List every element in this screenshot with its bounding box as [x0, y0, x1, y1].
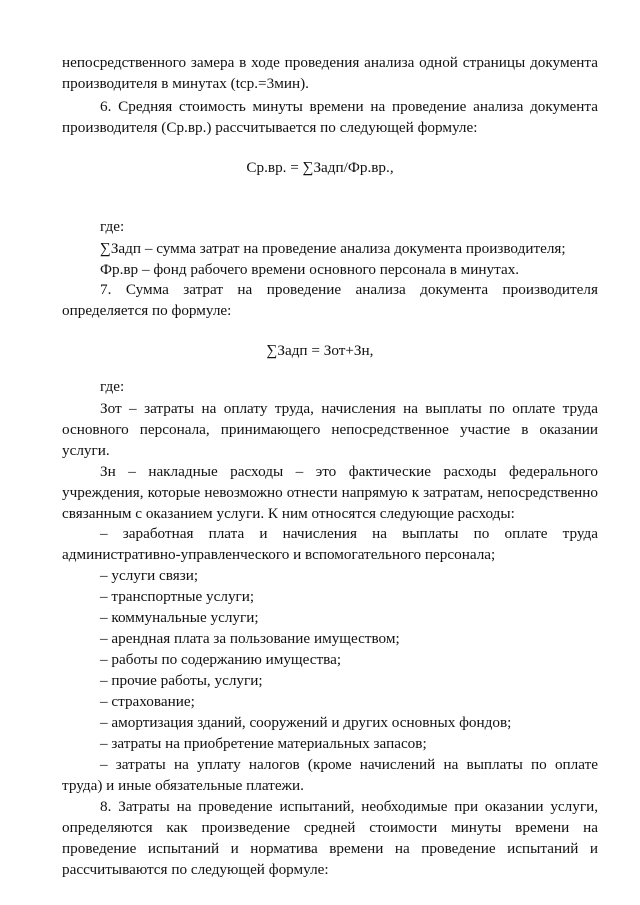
paragraph-8-line: рассчитываются по следующей формуле:: [62, 861, 329, 878]
paragraph-6-line: производителя (Ср.вр.) рассчитывается по следующей формуле:: [62, 119, 478, 136]
list-item: – затраты на уплату налогов (кроме начислений на выплаты по оплате: [100, 756, 598, 773]
paragraph-6-line: 6. Средняя стоимость минуты времени на проведение анализа документа: [100, 98, 598, 115]
formula-total-cost: ∑Задп = Зот+Зн,: [266, 342, 374, 359]
list-item: – заработная плата и начисления на выплаты по оплате труда: [100, 525, 598, 542]
paragraph-8-line: проведение испытаний и норматива времени на проведение испытаний и: [62, 840, 598, 857]
zn-definition-line: учреждения, которые невозможно отнести напрямую к затратам, непосредственно: [62, 484, 598, 501]
list-item: – амортизация зданий, сооружений и других основных фондов;: [100, 714, 512, 731]
zot-definition-line: услуги.: [62, 442, 110, 459]
list-item: – услуги связи;: [100, 567, 199, 584]
list-item: – работы по содержанию имущества;: [100, 651, 342, 668]
zot-definition-line: основного персонала, принимающего непосредственное участие в оказании: [62, 421, 598, 438]
list-item: – транспортные услуги;: [100, 588, 255, 605]
list-item: – арендная плата за пользование имуществом;: [100, 630, 400, 647]
zn-definition-line: Зн – накладные расходы – это фактические расходы федерального: [100, 463, 598, 480]
paragraph-7-line: 7. Сумма затрат на проведение анализа документа производителя: [100, 281, 598, 298]
paragraph-7-line: определяется по формуле:: [62, 302, 232, 319]
formula-average-cost: Ср.вр. = ∑Задп/Фр.вр.,: [246, 159, 394, 176]
paragraph-8-line: 8. Затраты на проведение испытаний, необходимые при оказании услуги,: [100, 798, 598, 815]
text-line: производителя в минутах (tср.=3мин).: [62, 75, 309, 92]
list-item: – затраты на приобретение материальных запасов;: [100, 735, 427, 752]
paragraph-8-line: определяются как произведение средней стоимости минуты времени на: [62, 819, 598, 836]
text-line: непосредственного замера в ходе проведения анализа одной страницы документа: [62, 54, 598, 71]
where-label: где:: [100, 378, 125, 395]
list-item: – коммунальные услуги;: [100, 609, 259, 626]
zn-definition-line: связанным с оказанием услуги. К ним относятся следующие расходы:: [62, 505, 515, 522]
definition-line: ∑Задп – сумма затрат на проведение анализа документа производителя;: [100, 240, 566, 257]
where-label: где:: [100, 218, 125, 235]
definition-line: Фр.вр – фонд рабочего времени основного персонала в минутах.: [100, 261, 520, 278]
list-item: – страхование;: [100, 693, 195, 710]
list-item: административно-управленческого и вспомогательного персонала;: [62, 546, 496, 563]
list-item: – прочие работы, услуги;: [100, 672, 263, 689]
zot-definition-line: Зот – затраты на оплату труда, начисления на выплаты по оплате труда: [100, 400, 598, 417]
list-item: труда) и иные обязательные платежи.: [62, 777, 304, 794]
